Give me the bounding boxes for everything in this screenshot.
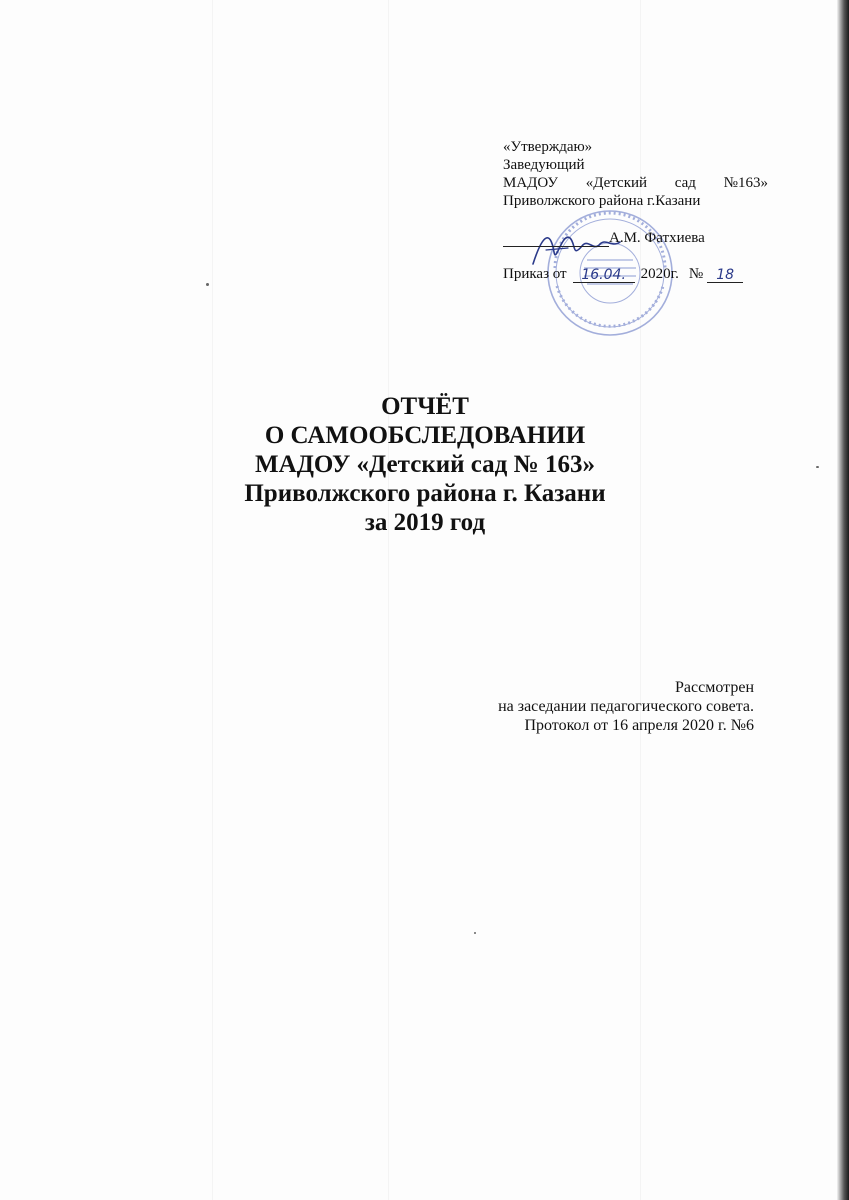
scan-fold-line [212,0,213,1200]
title-line: МАДОУ «Детский сад № 163» [255,451,595,478]
reviewed-protocol: Протокол от 16 апреля 2020 г. №6 [524,717,754,734]
order-date-field [573,266,635,283]
scan-speck [206,283,209,286]
order-year: 2020г. [640,266,679,282]
scan-speck [816,466,819,468]
head-position: Заведующий [503,157,585,173]
order-label: Приказ от [503,266,567,282]
order-date-handwritten: 16.04. [581,267,626,283]
order-number-label: № [688,266,704,282]
reviewed-council: на заседании педагогического совета. [498,698,754,715]
signature-row [503,229,768,247]
order-number-handwritten: 18 [716,267,735,283]
title-line: Приволжского района г. Казани [244,480,606,507]
scan-edge [837,0,849,1200]
scan-speck [474,932,476,934]
organization-name: МАДОУ «Детский сад №163» [503,175,768,191]
order-row [503,265,768,283]
reviewed-label: Рассмотрен [675,679,754,696]
district-name: Приволжского района г.Казани [503,193,701,209]
report-title [150,392,700,537]
approval-block [503,138,768,283]
title-line: за 2019 год [364,509,486,536]
order-number-field [707,266,743,283]
signer-name: А.М. Фатхиева [609,230,705,246]
signature-line [503,230,609,247]
approve-label: «Утверждаю» [503,139,593,155]
scan-fold-line [388,0,389,1200]
reviewed-block [498,678,754,735]
title-line: ОТЧЁТ [381,393,469,420]
title-line: О САМООБСЛЕДОВАНИИ [264,422,586,449]
